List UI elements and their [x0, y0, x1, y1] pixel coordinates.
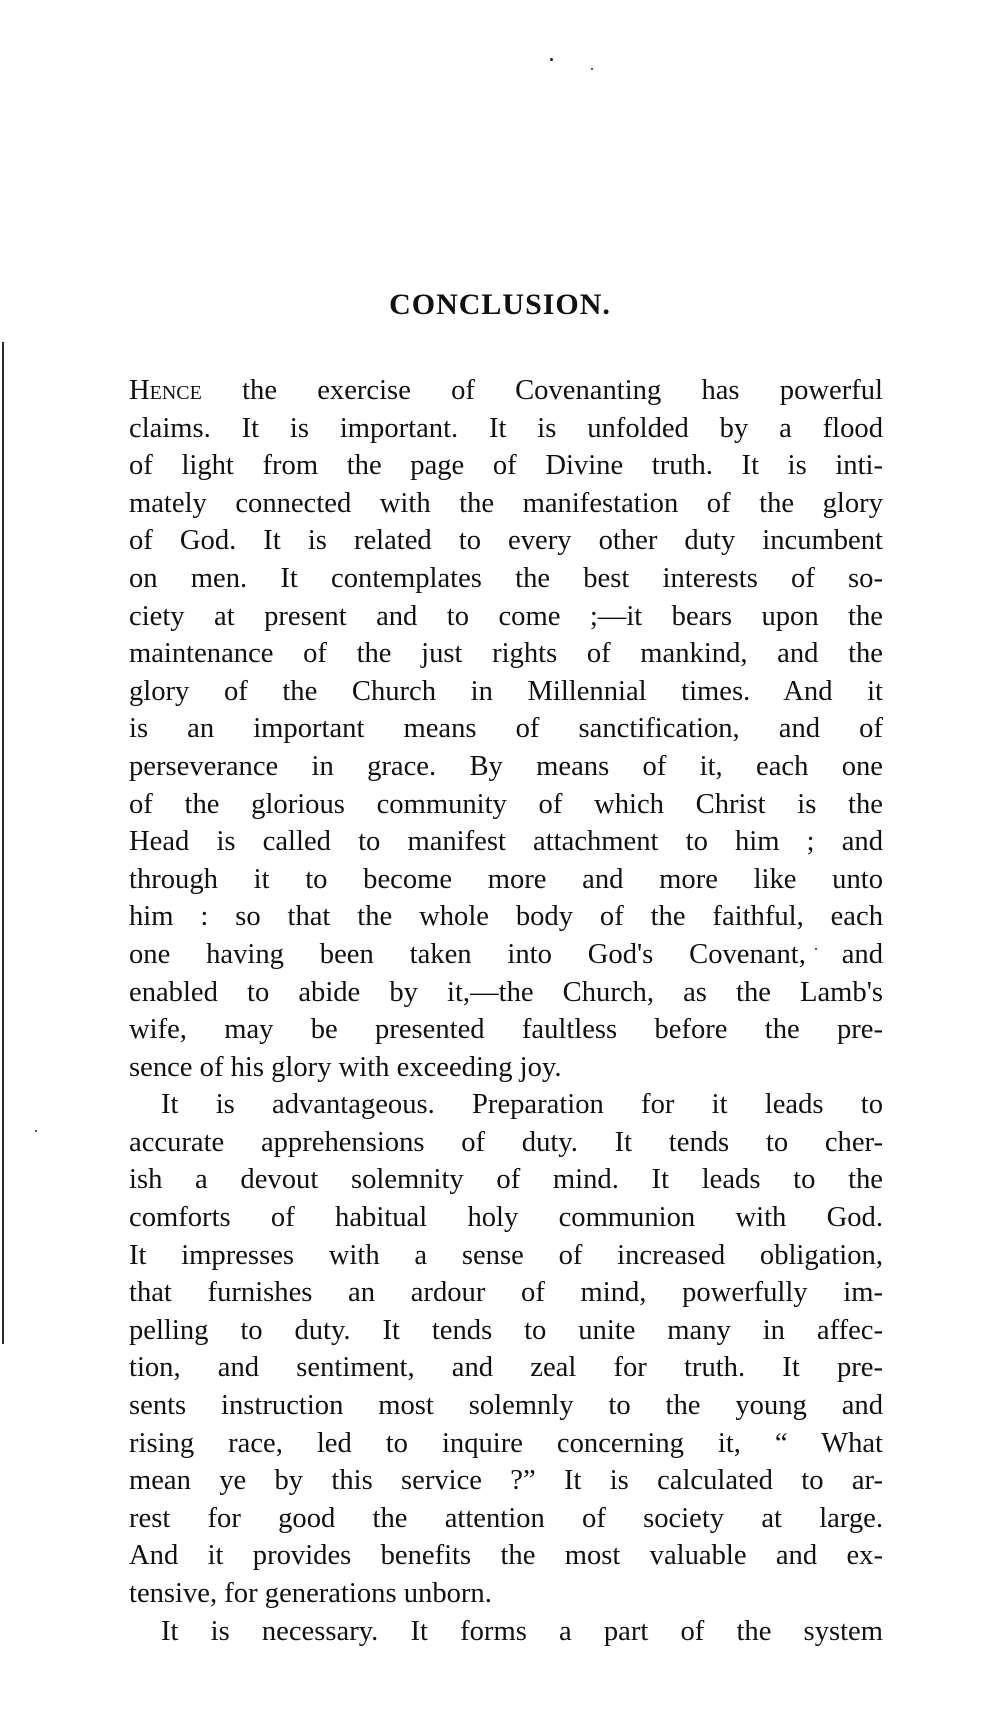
ink-speck	[550, 58, 553, 61]
text-line: of the glorious community of which Christ is the	[129, 788, 883, 820]
text-line: And it provides benefits the most valuable and ex-	[129, 1540, 883, 1572]
text-line: mean ye by this service ?” It is calculated to ar-	[129, 1465, 883, 1497]
text-line: claims. It is important. It is unfolded by a flood	[129, 412, 883, 444]
text-line: rising race, led to inquire concerning it, “ What	[129, 1427, 883, 1459]
text-line: is an important means of sanctification, and of	[129, 713, 883, 745]
page-title: CONCLUSION.	[389, 288, 611, 321]
text-line: wife, may be presented faultless before the pre-	[129, 1014, 883, 1046]
text-line: ish a devout solemnity of mind. It leads to the	[129, 1164, 883, 1196]
binding-edge	[2, 342, 4, 1344]
ink-speck	[591, 68, 593, 70]
text-line: Head is called to manifest attachment to him ; and	[129, 826, 883, 858]
lead-word: Hence	[129, 375, 202, 406]
text-line: through it to become more and more like unto	[129, 863, 883, 895]
text-line: Hence the exercise of Covenanting has powerful	[129, 375, 883, 406]
text-line: him : so that the whole body of the faithful, each	[129, 901, 883, 933]
text-line: maintenance of the just rights of mankind, and the	[129, 638, 883, 670]
text-line: of light from the page of Divine truth. It is inti-	[129, 450, 883, 482]
text-line: pelling to duty. It tends to unite many in affec-	[129, 1314, 883, 1346]
text-line: tion, and sentiment, and zeal for truth. It pre-	[129, 1352, 883, 1384]
text-line: perseverance in grace. By means of it, each one	[129, 750, 883, 782]
text-line: tensive, for generations unborn.	[129, 1578, 492, 1609]
text-line: comforts of habitual holy communion with God.	[129, 1202, 883, 1234]
text-line: sence of his glory with exceeding joy.	[129, 1051, 562, 1083]
text-line: glory of the Church in Millennial times. And it	[129, 675, 883, 707]
text-line: that furnishes an ardour of mind, powerfully im-	[129, 1277, 883, 1309]
text-line: enabled to abide by it,—the Church, as the Lamb's	[129, 976, 883, 1008]
text-line: rest for good the attention of society at large.	[129, 1502, 883, 1534]
text-line: of God. It is related to every other duty incumbent	[129, 525, 883, 557]
text-line: sents instruction most solemnly to the young and	[129, 1390, 883, 1422]
body-text	[129, 372, 883, 1650]
text-line: on men. It contemplates the best interests of so-	[129, 562, 883, 594]
text-line: accurate apprehensions of duty. It tends to cher-	[129, 1126, 883, 1158]
text-line: It is advantageous. Preparation for it leads to	[161, 1089, 883, 1121]
text-line: It impresses with a sense of increased obligation,	[129, 1239, 883, 1271]
text-line: It is necessary. It forms a part of the system	[161, 1615, 883, 1647]
text-line: mately connected with the manifestation of the glory	[129, 487, 883, 519]
text-line: ciety at present and to come ;—it bears upon the	[129, 600, 883, 632]
ink-speck	[35, 1130, 37, 1132]
text-line: one having been taken into God's Covenant, and	[129, 938, 883, 970]
